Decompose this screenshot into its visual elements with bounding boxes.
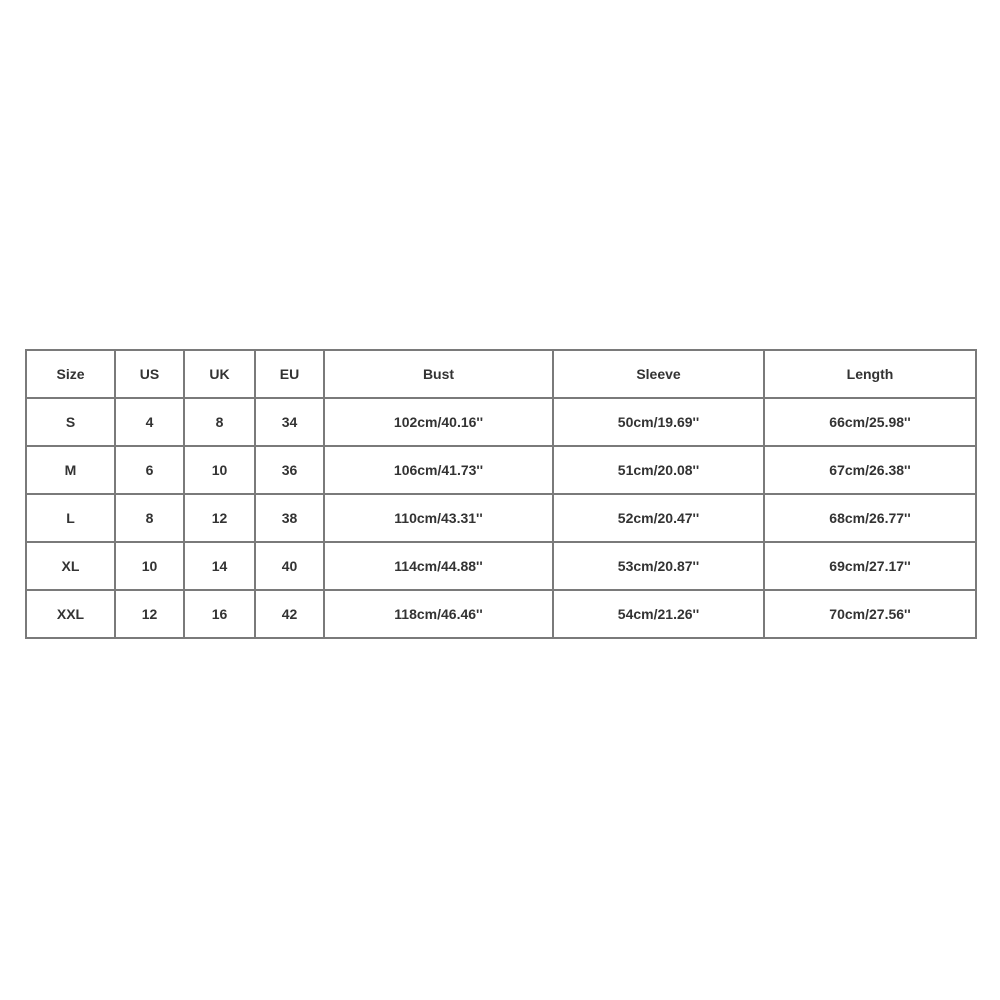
header-bust: Bust [324,350,553,398]
size-chart-table [25,349,977,639]
cell-size: S [26,398,115,446]
cell-bust: 114cm/44.88'' [324,542,553,590]
cell-bust: 110cm/43.31'' [324,494,553,542]
cell-length: 68cm/26.77'' [764,494,976,542]
cell-eu: 36 [255,446,324,494]
cell-uk: 10 [184,446,255,494]
cell-eu: 38 [255,494,324,542]
cell-length: 66cm/25.98'' [764,398,976,446]
cell-sleeve: 50cm/19.69'' [553,398,764,446]
cell-size: XXL [26,590,115,638]
table-row [26,494,976,542]
cell-uk: 16 [184,590,255,638]
table-header-row [26,350,976,398]
cell-size: L [26,494,115,542]
cell-length: 70cm/27.56'' [764,590,976,638]
cell-us: 8 [115,494,184,542]
cell-length: 69cm/27.17'' [764,542,976,590]
cell-us: 10 [115,542,184,590]
cell-eu: 34 [255,398,324,446]
header-eu: EU [255,350,324,398]
header-us: US [115,350,184,398]
cell-eu: 40 [255,542,324,590]
table-row [26,398,976,446]
cell-uk: 12 [184,494,255,542]
cell-us: 12 [115,590,184,638]
cell-sleeve: 51cm/20.08'' [553,446,764,494]
table-row [26,590,976,638]
cell-uk: 8 [184,398,255,446]
cell-length: 67cm/26.38'' [764,446,976,494]
table-row [26,446,976,494]
cell-size: M [26,446,115,494]
cell-us: 4 [115,398,184,446]
table-row [26,542,976,590]
cell-eu: 42 [255,590,324,638]
cell-sleeve: 53cm/20.87'' [553,542,764,590]
cell-sleeve: 54cm/21.26'' [553,590,764,638]
cell-bust: 118cm/46.46'' [324,590,553,638]
cell-us: 6 [115,446,184,494]
header-length: Length [764,350,976,398]
cell-bust: 106cm/41.73'' [324,446,553,494]
header-size: Size [26,350,115,398]
cell-size: XL [26,542,115,590]
header-uk: UK [184,350,255,398]
cell-sleeve: 52cm/20.47'' [553,494,764,542]
cell-uk: 14 [184,542,255,590]
cell-bust: 102cm/40.16'' [324,398,553,446]
header-sleeve: Sleeve [553,350,764,398]
